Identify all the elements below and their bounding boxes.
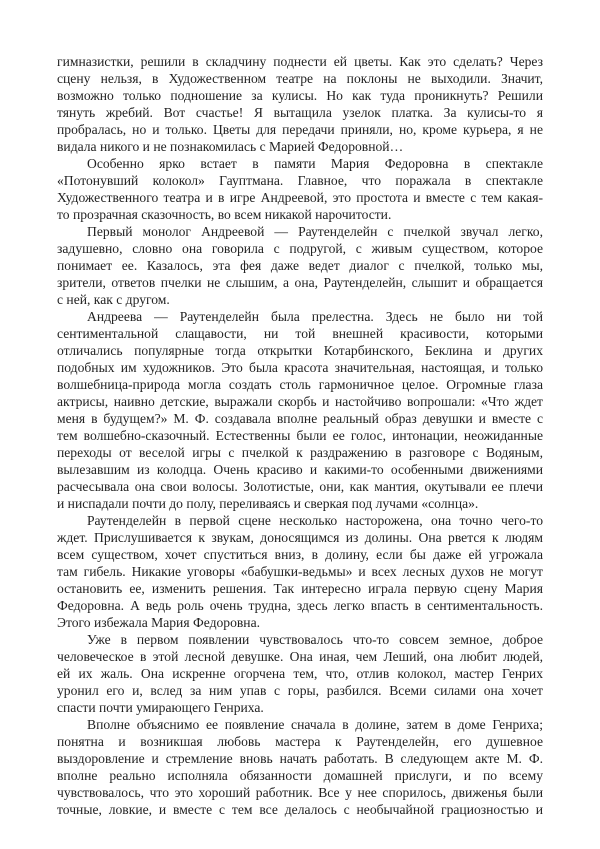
paragraph xyxy=(57,223,543,308)
text-line: волшебница-природа могла создать столь гармоничное целое. Огромные глаза xyxy=(57,377,543,392)
text-line: Федоровна. А ведь роль очень трудна, здесь легко впасть в сентиментальность. xyxy=(57,598,543,613)
text-line: ей их жаль. Она искренне огорчена тем, что, отлив колокол, мастер Генрих xyxy=(57,666,543,681)
text-line: Уже в первом появлении чувствовалось что-то совсем земное, доброе xyxy=(87,632,543,647)
text-line: чувствовалось, что это хороший работник. Все у нее спорилось, движенья были xyxy=(57,785,543,800)
paragraph xyxy=(57,631,543,716)
text-line: отличались популярные тогда открытки Котарбинского, Беклина и других xyxy=(57,343,543,358)
text-line: Раутенделейн в первой сцене несколько насторожена, она точно чего-то xyxy=(87,513,543,528)
text-line: зрители, ответов пчелки не слышим, а она, Раутенделейн, слышит и обращается xyxy=(57,275,543,290)
text-line: подобных им художников. Это была красота значительная, настоящая, и только xyxy=(57,360,543,375)
paragraph xyxy=(57,53,543,155)
text-line: с ней, как с другом. xyxy=(57,292,170,307)
text-line: вылезавшим из колодца. Очень красиво и какими-то особенными движениями xyxy=(57,462,543,477)
text-line: пробралась, но и только. Цветы для передачи приняли, но, кроме курьера, я не xyxy=(57,122,543,137)
text-line: видала никого и не познакомилась с Марией Федоровной… xyxy=(57,139,404,154)
text-line: понятна и возникшая любовь мастера к Раутенделейн, его душевное xyxy=(57,734,543,749)
text-line: точные, ловкие, и вместе с тем все делалось с необычайной грациозностью и xyxy=(57,802,543,817)
text-line: Андреева — Раутенделейн была прелестна. Здесь не было ни той xyxy=(87,309,543,324)
text-line: актрисы, наивно детские, выражали скорбь и настойчиво вопрошали: «Что ждет xyxy=(57,394,543,409)
text-line: сентиментальной слащавости, ни той внешней красивости, которыми xyxy=(57,326,543,341)
text-line: меня в будущем?» М. Ф. создавала вполне реальный образ девушки и вместе с xyxy=(57,411,543,426)
paragraph xyxy=(57,308,543,512)
paragraph xyxy=(57,155,543,223)
text-line: тянуть жребий. Вот счастье! Я вытащила узелок платка. За кулисы-то я xyxy=(57,105,543,120)
text-line: расчесывала она свои волосы. Золотистые, они, как мантия, окутывали ее плечи xyxy=(57,479,543,494)
text-line: Этого избежала Мария Федоровна. xyxy=(57,615,261,630)
text-line: человеческое в этой лесной девушке. Она иная, чем Леший, она любит людей, xyxy=(57,649,543,664)
text-line: возможно только подношение за кулисы. Но как туда проникнуть? Решили xyxy=(57,88,543,103)
text-line: понимает ее. Казалось, эта фея даже ведет диалог с пчелкой, только мы, xyxy=(57,258,543,273)
text-line: там гибель. Никакие уговоры «бабушки-ведьмы» и всех лесных духов не могут xyxy=(57,564,543,579)
text-line: Особенно ярко встает в памяти Мария Федоровна в спектакле xyxy=(87,156,543,171)
text-line: спасти почти умирающего Генриха. xyxy=(57,700,264,715)
text-line: Первый монолог Андреевой — Раутенделейн с пчелкой звучал легко, xyxy=(87,224,543,239)
paragraph xyxy=(57,512,543,631)
text-line: остановить ее, изменить решения. Так интересно играла первую сцену Мария xyxy=(57,581,543,596)
text-line: задушевно, словно она говорила с подругой, с живым существом, которое xyxy=(57,241,543,256)
text-line: уронил его и, вслед за ним упав с горы, разбился. Всеми силами она хочет xyxy=(57,683,543,698)
text-line: Вполне объяснимо ее появление сначала в долине, затем в доме Генриха; xyxy=(87,717,543,732)
text-line: «Потонувший колокол» Гауптмана. Главное, что поражала в спектакле xyxy=(57,173,543,188)
document-page xyxy=(57,53,543,818)
text-line: гимназистки, решили в складчину поднести ей цветы. Как это сделать? Через xyxy=(57,54,543,69)
text-line: ждет. Прислушивается к звукам, доносящимся из долины. Она рвется к людям xyxy=(57,530,543,545)
text-line: то прозрачная сказочность, во всем никакой нарочитости. xyxy=(57,207,392,222)
text-line: Художественного театра и в игре Андреевой, это простота и вместе с тем какая- xyxy=(57,190,543,205)
text-line: тем волшебно-сказочный. Естественны были ее голос, интонации, неожиданные xyxy=(57,428,543,443)
text-line: сцену нельзя, в Художественном театре на поклоны не выходили. Значит, xyxy=(57,71,543,86)
text-line: и ниспадали почти до полу, переливаясь и сверкая под лучами «солнца». xyxy=(57,496,479,511)
text-line: выздоровление и стремление вновь начать работать. В следующем акте М. Ф. xyxy=(57,751,543,766)
text-line: всем существом, хочет спуститься вниз, в долину, если бы даже ей угрожала xyxy=(57,547,543,562)
text-line: вполне реально исполняла обязанности домашней прислуги, и по всему xyxy=(57,768,543,783)
paragraph xyxy=(57,716,543,818)
text-line: переходы от веселой игры с пчелкой к раздражению в разговоре с Водяным, xyxy=(57,445,543,460)
